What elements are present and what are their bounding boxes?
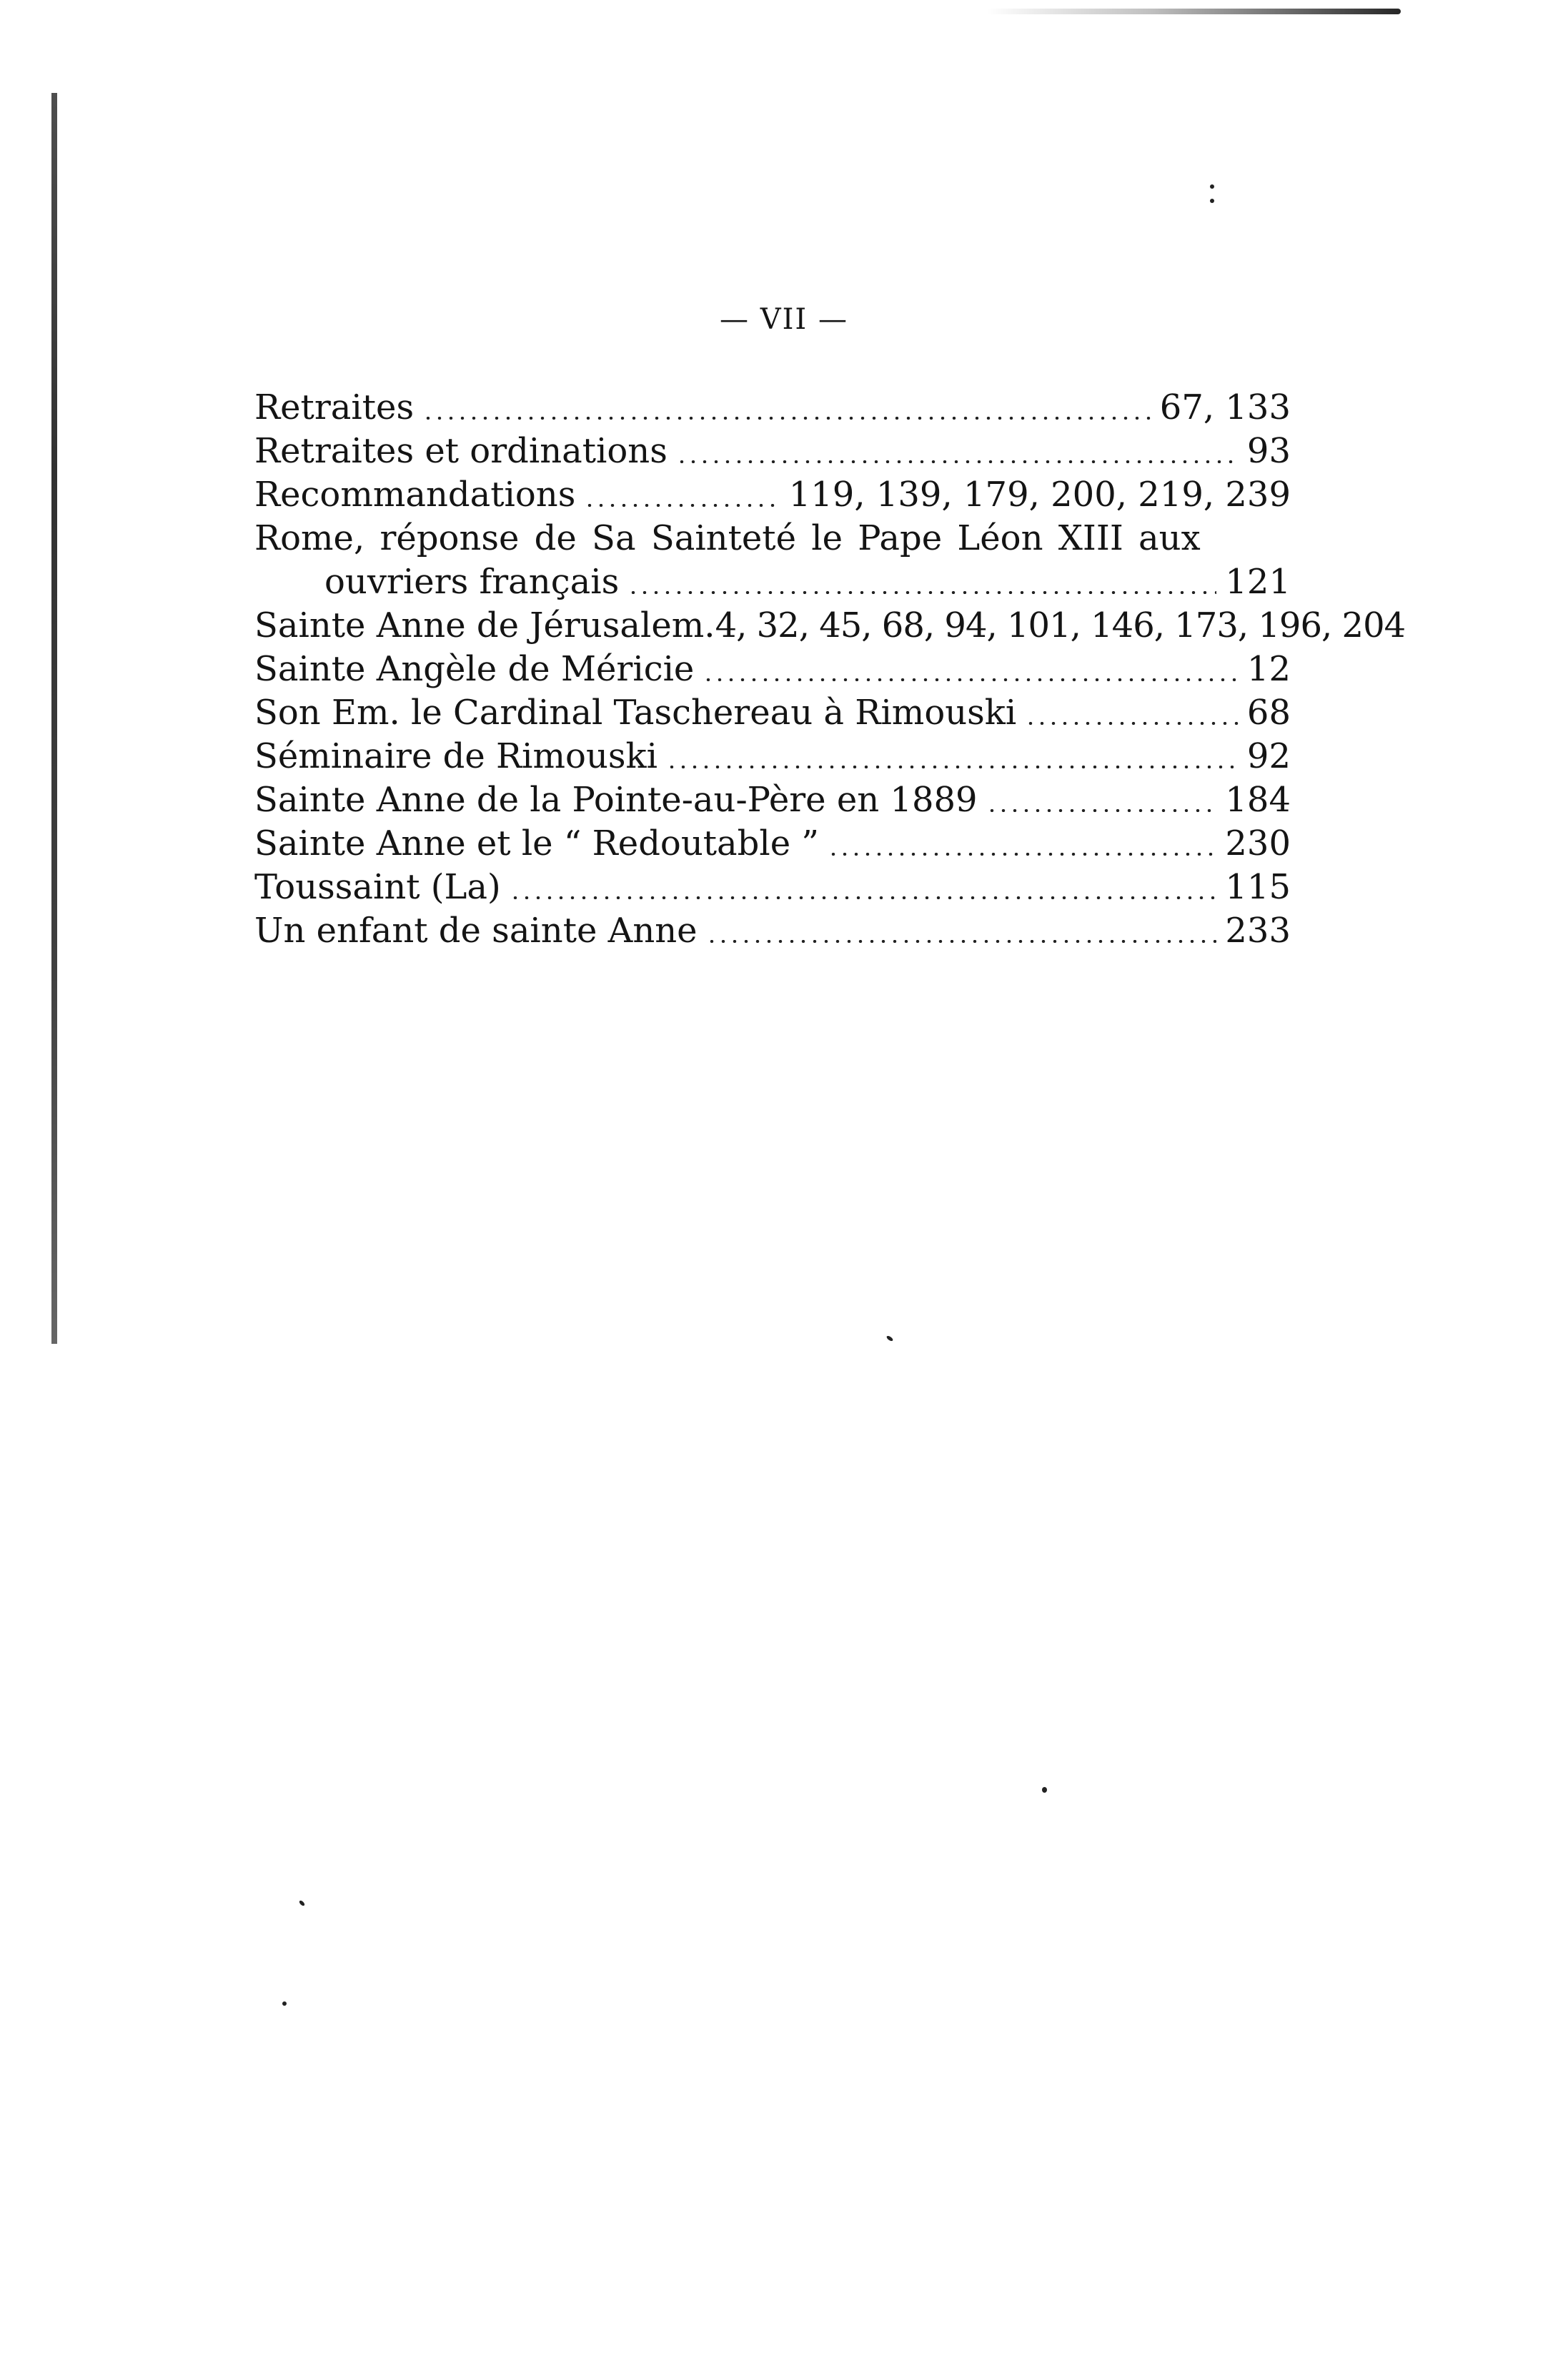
entry-label: Sainte Anne et le “ Redoutable ” (254, 823, 819, 863)
entry-pages: 230 (1225, 823, 1291, 863)
index-entry-continuation (254, 560, 1291, 604)
entry-pages: 121 (1225, 562, 1291, 602)
dot-leader (986, 809, 1217, 812)
index-entry (254, 866, 1291, 909)
scan-streak (986, 9, 1401, 14)
scan-speck (1042, 1787, 1047, 1793)
entry-label: Sainte Angèle de Méricie (254, 649, 695, 689)
scan-speck (282, 2001, 287, 2006)
dot-leader (627, 591, 1216, 594)
entry-label: Toussaint (La) (254, 867, 501, 907)
dot-leader (422, 417, 1151, 420)
index-list (254, 386, 1406, 953)
index-entry (254, 909, 1291, 953)
dot-leader (666, 766, 1239, 768)
entry-pages: 93 (1246, 431, 1291, 471)
index-entry (254, 604, 1406, 648)
scan-speck (885, 1335, 893, 1342)
entry-label: Recommandations (254, 475, 576, 515)
dot-leader (703, 678, 1239, 681)
index-entry (254, 517, 1291, 560)
entry-label: Sainte Anne de Jérusalem. (254, 605, 715, 645)
dot-leader (1025, 722, 1239, 725)
dot-leader (510, 896, 1217, 899)
index-entry (254, 473, 1291, 517)
entry-label: Séminaire de Rimouski (254, 736, 658, 776)
entry-pages: 92 (1246, 736, 1291, 776)
dot-leader (828, 853, 1216, 856)
index-entry (254, 386, 1291, 430)
dot-leader (584, 504, 780, 507)
entry-pages: 12 (1246, 649, 1291, 689)
page-binding-edge (51, 93, 57, 1344)
index-entry (254, 778, 1291, 822)
entry-pages: 115 (1225, 867, 1291, 907)
entry-label: ouvriers français (324, 562, 620, 602)
index-entry (254, 735, 1291, 778)
dot-leader (676, 460, 1239, 463)
entry-pages: 119, 139, 179, 200, 219, 239 (788, 475, 1291, 515)
dot-leader (706, 940, 1217, 943)
entry-label: Retraites (254, 387, 415, 427)
scan-speck (1210, 184, 1214, 189)
entry-pages: 184 (1225, 780, 1291, 820)
index-entry (254, 691, 1291, 735)
scan-speck (1210, 199, 1214, 203)
index-entry (254, 430, 1291, 473)
index-entry (254, 648, 1291, 691)
entry-pages: 233 (1225, 911, 1291, 951)
entry-pages: 4, 32, 45, 68, 94, 101, 146, 173, 196, 204 (715, 605, 1406, 645)
page-number-header: — VII — (720, 303, 848, 336)
entry-label: Rome, réponse de Sa Sainteté le Pape Léon XIII aux (254, 518, 1201, 558)
scan-speck (299, 1900, 306, 1907)
entry-label: Son Em. le Cardinal Taschereau à Rimouski (254, 693, 1017, 733)
entry-label: Retraites et ordinations (254, 431, 668, 471)
entry-label: Un enfant de sainte Anne (254, 911, 698, 951)
entry-label: Sainte Anne de la Pointe-au-Père en 1889 (254, 780, 978, 820)
index-entry (254, 822, 1291, 866)
entry-pages: 68 (1246, 693, 1291, 733)
entry-pages: 67, 133 (1159, 387, 1291, 427)
